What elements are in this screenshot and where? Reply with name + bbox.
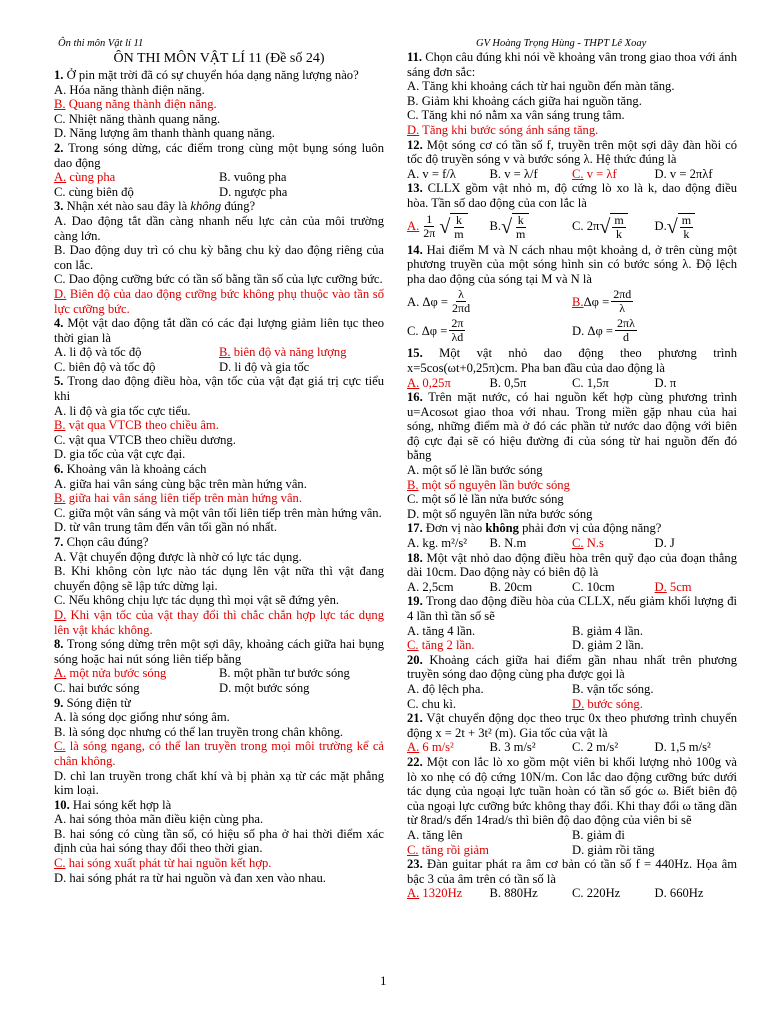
question-22: 22. Một con lắc lò xo gồm một viên bi khối lượng nhỏ 100g và lò xo nhẹ có độ cứng 10N/m. Con lắc dao động cưỡng bức dưới tác dụng của ngoại lực tuần hoàn có tần số góc ω. Biết biên độ của ngoại lực cưỡng bức không thay đổi. Khi thay đổi ω tăng dần từ 8rad/s đến 14rad/s thì biên độ dao động của viên bi sẽ A. tăng lên B. giảm đi C. tăng rồi giảm D. giảm rồi tăng — [407, 754, 737, 857]
question-9: 9. Sóng điện từ A. là sóng dọc giống như sóng âm. B. là sóng dọc nhưng có thể lan truyền trong chân không. C. là sóng ngang, có thể lan truyền trong mọi môi trường kể cả chân không. D. chỉ lan truyền trong chất khí và bị phản xạ từ các mặt phẳng kim loại. — [54, 695, 384, 798]
question-7: 7. Chọn câu đúng? A. Vật chuyển động được là nhờ có lực tác dụng. B. Khi không còn lực nào tác dụng lên vật nữa thì vật đang chuyển động sẽ lập tức dừng lại. C. Nếu không chịu lực tác dụng thì mọi vật sẽ đứng yên. D. Khi vận tốc của vật thay đổi thì chắc chắn hợp lực tác dụng lên vật khác không. — [54, 535, 384, 637]
question-5: 5. Trong dao động điều hòa, vận tốc của vật đạt giá trị cực tiểu khi A. li độ và gia tốc cực tiểu. B. vật qua VTCB theo chiều âm. C. vật qua VTCB theo chiều dương. D. gia tốc của vật cực đại. — [54, 374, 384, 462]
header-left: Ôn thi môn Vật lí 11 — [58, 38, 144, 49]
question-23: 23. Đàn guitar phát ra âm cơ bản có tần số f = 440Hz. Họa âm bậc 3 của âm trên có tần số là A. 1320Hz B. 880Hz C. 220Hz D. 660Hz — [407, 857, 737, 901]
question-6: 6. Khoảng vân là khoảng cách A. giữa hai vân sáng cùng bậc trên màn hứng vân. B. giữa hai vân sáng liên tiếp trên màn hứng vân. C. giữa một vân sáng và một vân tối liên tiếp trên màn hứng vân. D. từ vân trung tâm đến vân tối gần nó nhất. — [54, 462, 382, 535]
question-20: 20. Khoảng cách giữa hai điểm gần nhau nhất trên phương truyền sóng dao động cùng pha được gọi là A. độ lệch pha. B. vận tốc sóng. C. chu kì. D. bước sóng. — [407, 652, 737, 711]
question-1: 1. Ở pin mặt trời đã có sự chuyển hóa dạng năng lượng nào? A. Hóa năng thành điện năng. B. Quang năng thành điện năng. C. Nhiệt năng thành quang năng. D. Năng lượng âm thanh thành quang năng. — [54, 68, 359, 141]
question-2: 2. Trong sóng dừng, các điểm trong cùng một bụng sóng luôn dao động A. cùng pha B. vuông pha C. cùng biên độ D. ngược pha — [54, 140, 384, 199]
left-column — [54, 50, 384, 885]
question-15: 15. Một vật nhỏ dao động theo phương trình x=5cos(ωt+0,25π)cm. Pha ban đầu của dao động là A. 0,25π B. 0,5π C. 1,5π D. π — [407, 346, 737, 390]
question-18: 18. Một vật nhỏ dao động điều hòa trên quỹ đạo của đoạn thẳng dài 10cm. Dao động này có biên độ là A. 2,5cm B. 20cm C. 10cm D. 5cm — [407, 550, 737, 594]
question-14: 14. Hai điểm M và N cách nhau một khoảng d, ở trên cùng một phương truyền của một sóng hình sin có bước sóng λ. Độ lệch pha dao động của sóng tại M và N là A. Δφ = $\frac{\lambda}{2\pi d}$ B. Δφ = $\frac{2\pi d}{\lambda}$ C. Δφ = $\frac{2\pi}{\lambda d}$ D. Δφ = $\frac{2\pi\lambda}{d}$ — [407, 242, 737, 345]
question-4: 4. Một vật dao động tắt dần có các đại lượng giảm liên tục theo thời gian là A. li độ và tốc độ B. biên độ và năng lượng C. biên độ và tốc độ D. li độ và gia tốc — [54, 316, 384, 374]
question-13: 13. CLLX gồm vật nhỏ m, độ cứng lò xo là k, dao động điều hòa. Tần số dao động của con lắc là A. $\frac{1}{2\pi}$ √ $\frac{k}{m}$ B. √ $\frac{k}{m}$ C. 2π √ $\frac{m}{k}$ D. √ $\frac{m}{k}$ — [407, 181, 737, 241]
question-10: 10. Hai sóng kết hợp là A. hai sóng thỏa mãn điều kiện cùng pha. B. hai sóng có cùng tần số, có hiệu số pha ở hai thời điểm xác định của hai sóng thay đổi theo thời gian. C. hai sóng xuất phát từ hai nguồn kết hợp. D. hai sóng phát ra từ hai nguồn và đan xen vào nhau. — [54, 797, 384, 885]
exam-title: ÔN THI MÔN VẬT LÍ 11 (Đề số 24) — [113, 51, 325, 66]
question-17: 17. Đơn vị nào không phải đơn vị của động năng? A. kg. m²/s² B. N.m C. N.s D. J — [407, 521, 675, 551]
right-column — [407, 50, 737, 901]
header-right: GV Hoàng Trọng Hùng - THPT Lê Xoay — [476, 38, 647, 49]
question-21: 21. Vật chuyển động dọc theo trục 0x theo phương trình chuyển động x = 2t + 3t² (m). Gia tốc của vật là A. 6 m/s² B. 3 m/s² C. 2 m/s² D. 1,5 m/s² — [407, 711, 737, 755]
question-16: 16. Trên mặt nước, có hai nguồn kết hợp cùng phương trình u=Acosωt giao thoa với nhau. Trong miền gặp nhau của hai sóng, những điểm mà ở đó các phần tử nước dao động với biên độ cực đại sẽ có hiệu đường đi của sóng từ hai nguồn đến đó bằng A. một số lẻ lần bước sóng B. một số nguyên lần bước sóng C. một số lẻ lần nửa bước sóng D. một số nguyên lần nửa bước sóng — [407, 390, 737, 521]
question-11: 11. Chọn câu đúng khi nói về khoảng vân trong giao thoa với ánh sáng đơn sắc: A. Tăng khi khoảng cách từ hai nguồn đến màn tăng. B. Giảm khi khoảng cách giữa hai nguồn tăng. C. Tăng khi nó nằm xa vân sáng trung tâm. D. Tăng khi bước sóng ánh sáng tăng. — [407, 50, 737, 137]
page-number: 1 — [380, 973, 387, 988]
question-19: 19. Trong dao động điều hòa của CLLX, nếu giảm khối lượng đi 4 lần thì tần số sẽ A. tăng 4 lần. B. giảm 4 lần. C. tăng 2 lần. D. giảm 2 lần. — [407, 594, 737, 653]
question-12: 12. Một sóng cơ có tần số f, truyền trên một sợi dây đàn hồi có tốc độ truyền sóng v và bước sóng λ. Hệ thức đúng là A. v = f/λ B. v = λ/f C. v = λf D. v = 2πλf — [407, 137, 737, 181]
question-8: 8. Trong sóng dừng trên một sợi dây, khoảng cách giữa hai bụng sóng hoặc hai nút sóng liên tiếp bằng A. một nửa bước sóng B. một phần tư bước sóng C. hai bước sóng D. một bước sóng — [54, 637, 384, 695]
question-3: 3. Nhận xét nào sau đây là không đúng? A. Dao động tắt dần càng nhanh nếu lực cản của môi trường càng lớn. B. Dao động duy trì có chu kỳ bằng chu kỳ dao động riêng của con lắc. C. Dao động cưỡng bức có tần số bằng tần số của lực cưỡng bức. D. Biên độ của dao động cưỡng bức không phụ thuộc vào tần số lực cưỡng bức. — [54, 199, 384, 316]
